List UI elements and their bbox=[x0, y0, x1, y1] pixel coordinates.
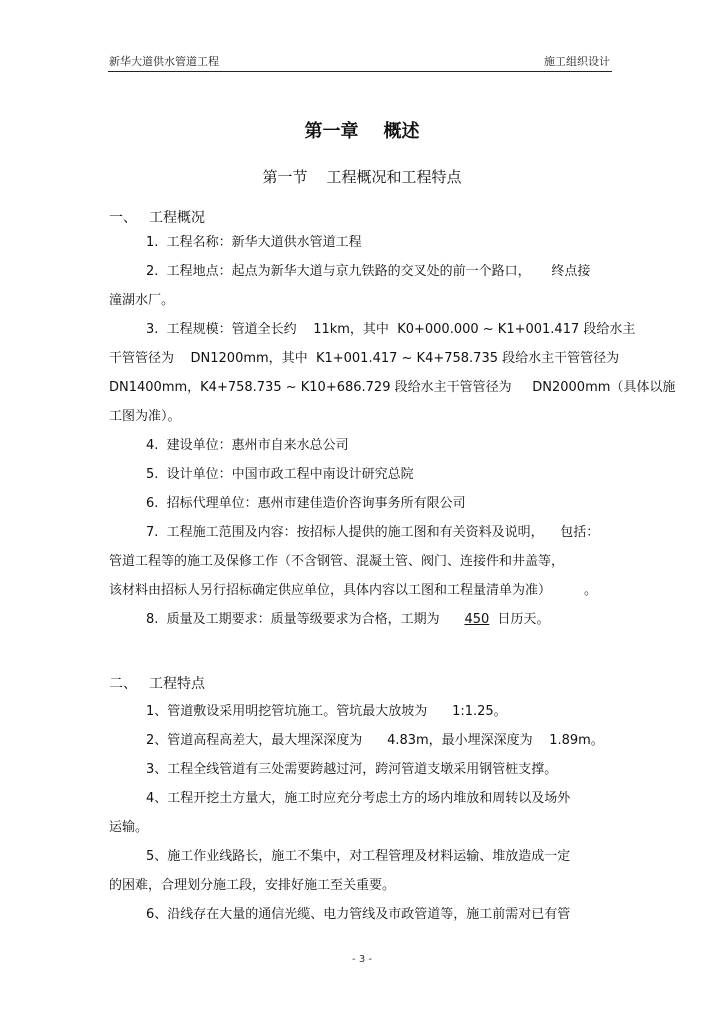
duration-value: 450 bbox=[464, 612, 490, 627]
list-item: 1. 工程名称：新华大道供水管道工程 bbox=[146, 235, 362, 250]
list-item-cont: 管道工程等的施工及保修工作（不含钢管、混凝土管、阀门、连接件和井盖等， bbox=[109, 554, 565, 569]
list-item: 5、施工作业线路长，施工不集中，对工程管理及材料运输、堆放造成一定 bbox=[146, 849, 571, 864]
header-doc-type: 施工组织设计 bbox=[544, 55, 610, 68]
list-item bbox=[109, 605, 617, 634]
list-item: 7. 工程施工范围及内容：按招标人提供的施工图和有关资料及说明， 包括： bbox=[146, 525, 600, 540]
list-item-cont: 干管管径为 DN1200mm，其中 K1+001.417 ~ K4+758.735 段给水主干管管径为 bbox=[109, 351, 620, 366]
page-number: - 3 - bbox=[352, 954, 372, 965]
header-rule bbox=[108, 71, 612, 72]
item8-prefix: 8. 质量及工期要求：质量等级要求为合格，工期为 bbox=[146, 612, 465, 627]
heading-text: 工程特点 bbox=[149, 676, 205, 692]
heading-number: 二、 bbox=[109, 676, 137, 692]
list-item: 3、工程全线管道有三处需要跨越过河，跨河管道支墩采用钢管桩支撑。 bbox=[146, 762, 558, 777]
heading-project-overview bbox=[109, 207, 205, 227]
list-item-cont: 潼湖水厂。 bbox=[109, 293, 175, 308]
section-title: 第一节 工程概况和工程特点 bbox=[262, 168, 462, 186]
features-list bbox=[109, 697, 617, 929]
list-item-cont: 该材料由招标人另行招标确定供应单位，具体内容以工图和工程量清单为准） 。 bbox=[109, 583, 598, 598]
list-item: 3. 工程规模：管道全长约 11km，其中 K0+000.000 ~ K1+001.417 段给水主 bbox=[146, 322, 636, 337]
chapter-title: 第一章 概述 bbox=[304, 121, 420, 142]
list-item-cont: 运输。 bbox=[109, 820, 149, 835]
list-item: 6、沿线存在大量的通信光缆、电力管线及市政管道等，施工前需对已有管 bbox=[146, 907, 571, 922]
list-item: 4. 建设单位：惠州市自来水总公司 bbox=[146, 438, 349, 453]
list-item-cont: 的困难，合理划分施工段，安排好施工至关重要。 bbox=[109, 878, 396, 893]
overview-list bbox=[109, 228, 676, 634]
item8-suffix: 日历天。 bbox=[489, 612, 550, 627]
list-item: 4、工程开挖土方量大，施工时应充分考虑土方的场内堆放和周转以及场外 bbox=[146, 791, 571, 806]
list-item: 5. 设计单位：中国市政工程中南设计研究总院 bbox=[146, 467, 414, 482]
list-item: 2、管道高程高差大，最大埋深深度为 4.83m，最小埋深深度为 1.89m。 bbox=[146, 733, 604, 748]
list-item-cont: DN1400mm，K4+758.735 ~ K10+686.729 段给水主干管管径为 DN2000mm（具体以施 bbox=[109, 380, 676, 395]
heading-number: 一、 bbox=[109, 210, 137, 226]
heading-project-features bbox=[109, 673, 205, 693]
heading-text: 工程概况 bbox=[149, 210, 205, 226]
list-item-cont: 工图为准）。 bbox=[109, 409, 181, 424]
list-item: 2. 工程地点：起点为新华大道与京九铁路的交叉处的前一个路口， 终点接 bbox=[146, 264, 591, 279]
header-project-name: 新华大道供水管道工程 bbox=[109, 55, 219, 68]
list-item: 6. 招标代理单位：惠州市建佳造价咨询事务所有限公司 bbox=[146, 496, 466, 511]
list-item: 1、管道敷设采用明挖管坑施工。管坑最大放坡为 1:1.25。 bbox=[146, 704, 507, 719]
